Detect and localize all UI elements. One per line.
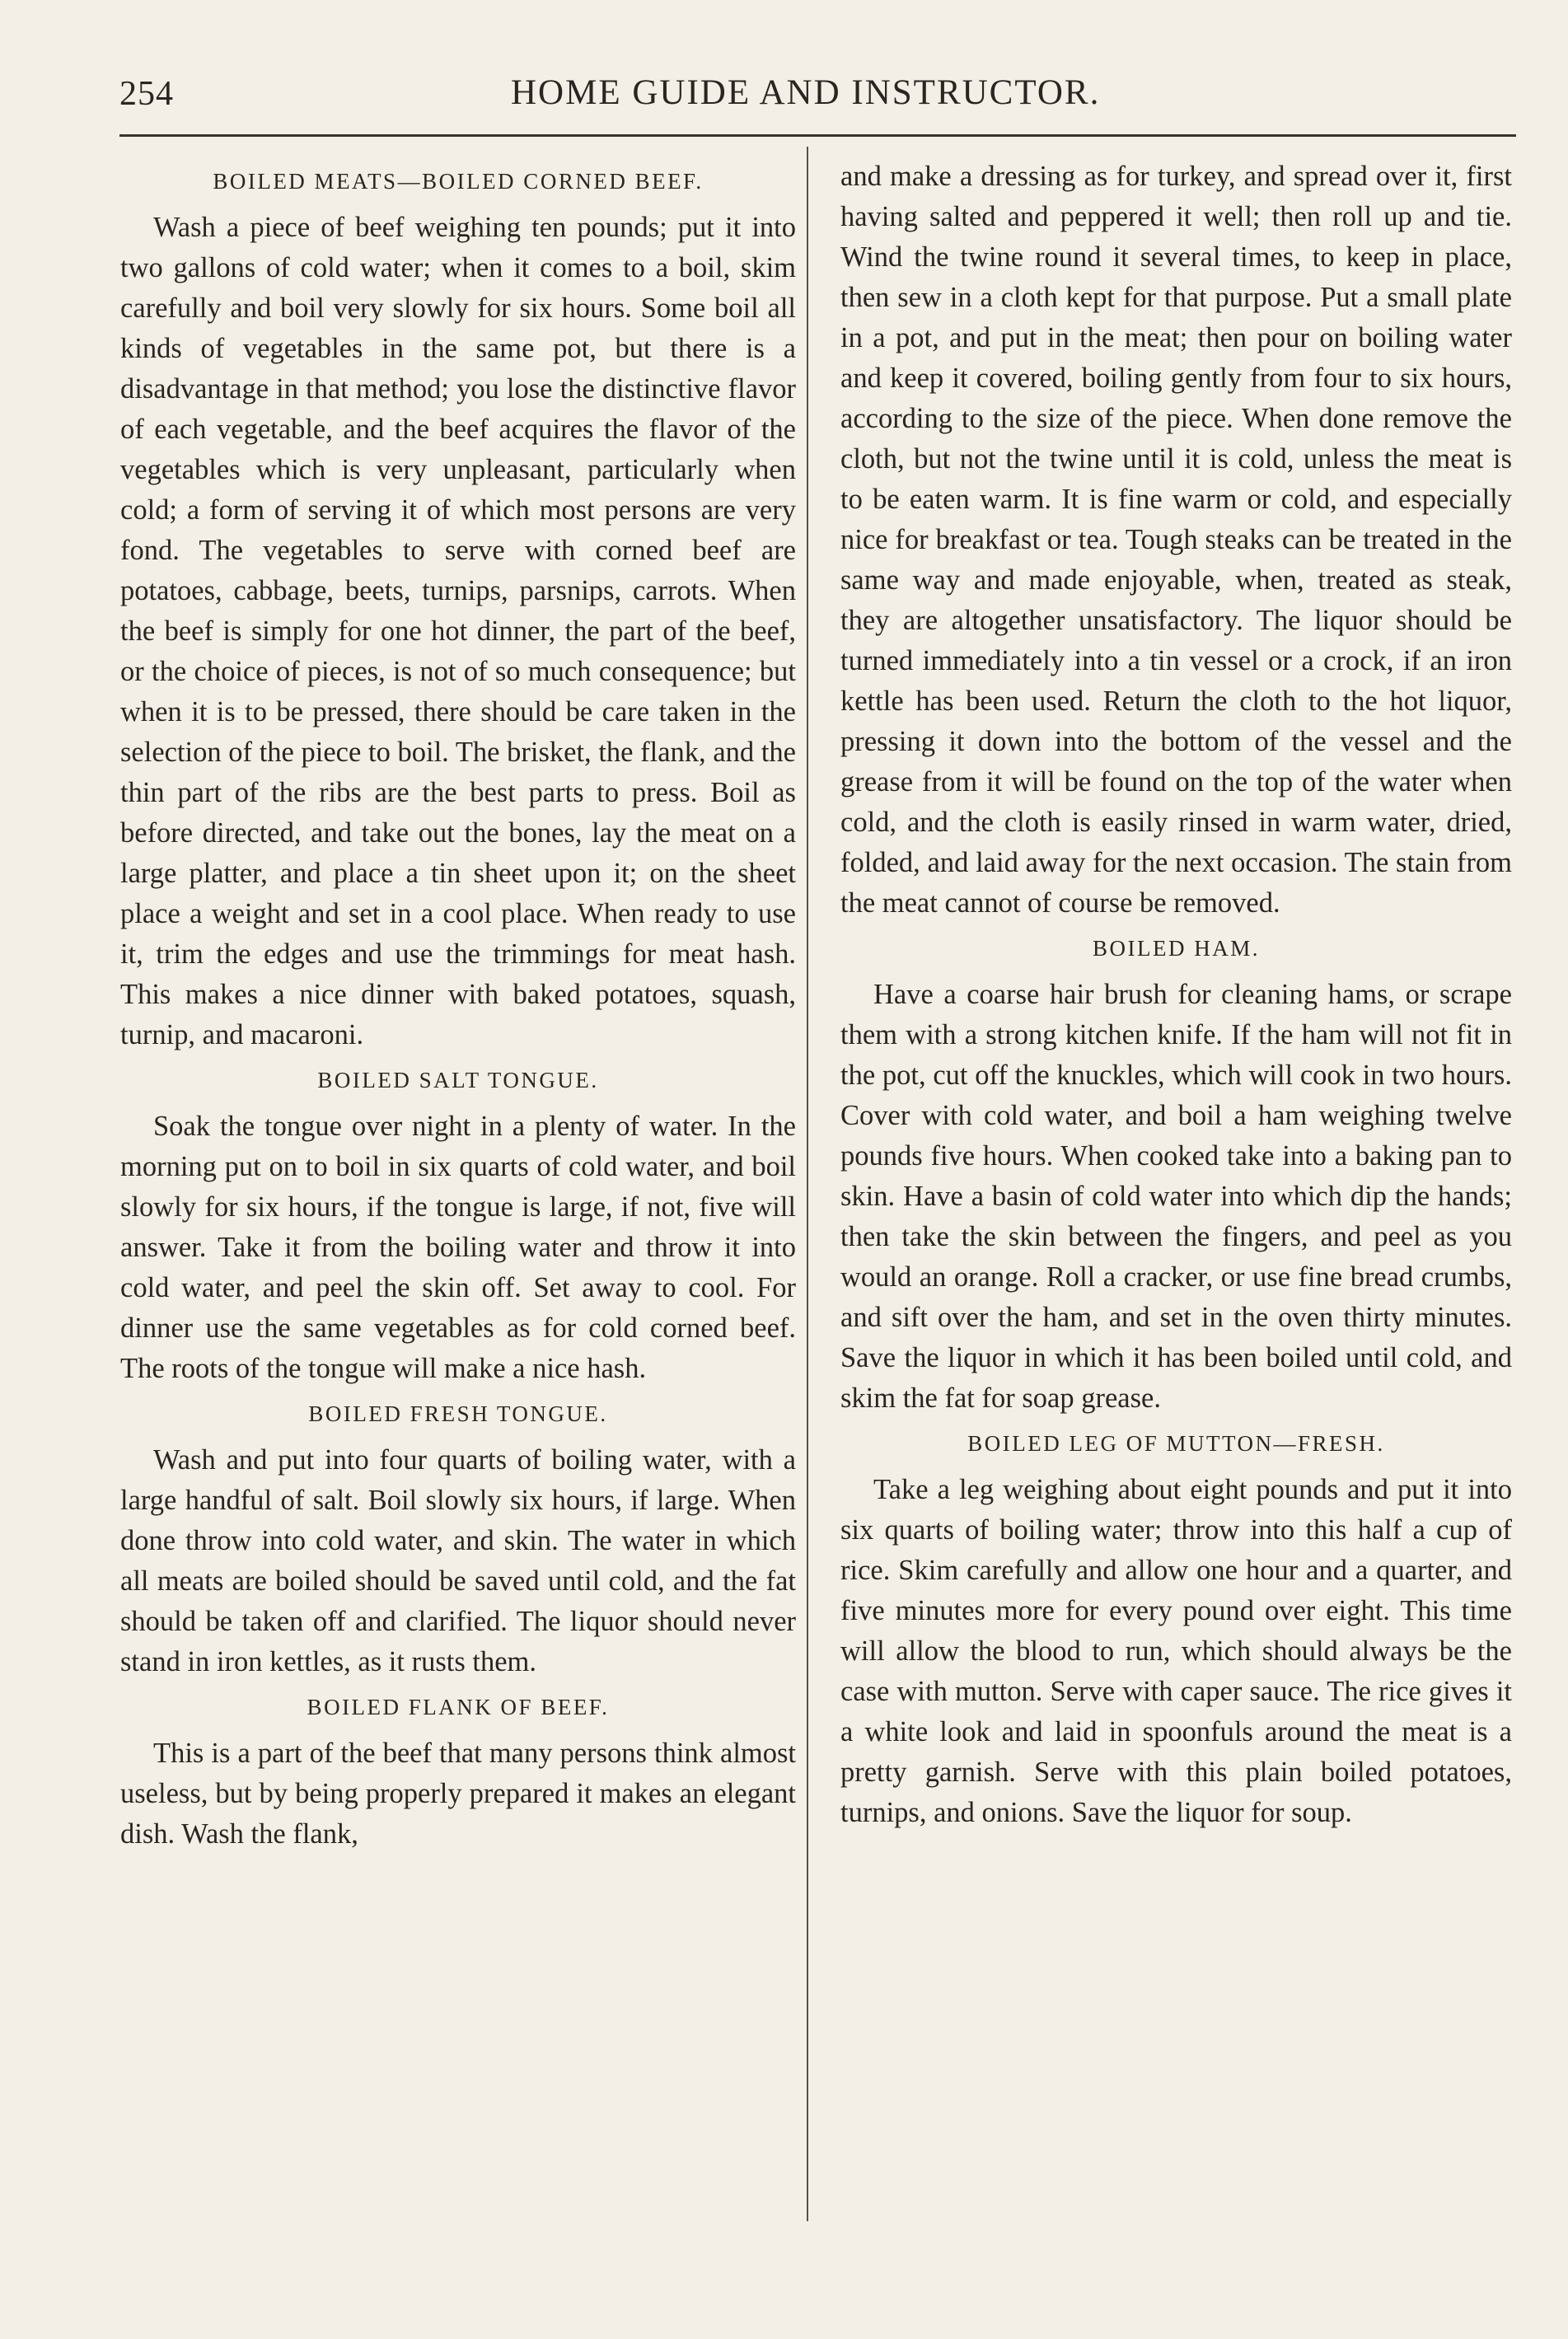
header-rule xyxy=(119,134,1516,137)
section-text-salt-tongue: Soak the tongue over night in a plenty of water. In the morning put on to boil in six quarts of cold water, and boil slowly for six hours, if the tongue is large, if not, five will answer. Take it from the boiling water and throw it into cold water, and peel the skin off. Set away to cool. For dinner use the same vegetables as for cold corned beef. The roots of the tongue will make a nice hash. xyxy=(120,1111,796,1384)
section-text-corned-beef: Wash a piece of beef weighing ten pounds; put it into two gallons of cold water; when it comes to a boil, skim carefully and boil very slowly for six hours. Some boil all kinds of vegetables in the same pot, but there is a disadvantage in that method; you lose the distinctive flavor of each vegetable, and the beef acquires the flavor of the vegetables which is very unpleasant, particularly when cold; a form of serving it of which most persons are very fond. The vegetables to serve with corned beef are potatoes, cabbage, beets, turnips, parsnips, carrots. When the beef is simply for one hot dinner, the part of the beef, or the choice of pieces, is not of so much consequence; but when it is to be pressed, there should be care taken in the selection of the piece to boil. The brisket, the flank, and the thin part of the ribs are the best parts to press. Boil as before directed, and take out the bones, lay the meat on a large platter, and place a tin sheet upon it; on the sheet place a weight and set in a cool place. When ready to use it, trim the edges and use the trimmings for meat hash. This makes a nice dinner with baked potatoes, squash, turnip, and macaroni. xyxy=(120,212,796,1050)
section-text-fresh-tongue: Wash and put into four quarts of boiling water, with a large handful of salt. Boil slowly six hours, if large. When done throw into cold water, and skin. The water in which all meats are boiled should be saved until cold, and the fat should be taken off and clarified. The liquor should never stand in iron kettles, as it rusts them. xyxy=(120,1444,796,1677)
section-heading-boiled-ham: BOILED HAM. xyxy=(1093,936,1260,961)
section-text-flank-continued: and make a dressing as for turkey, and spread over it, first having salted and peppered it well; then roll up and tie. Wind the twine round it several times, to keep in place, then sew in a cloth kept for that purpose. Put a small plate in a pot, and put in the meat; then pour on boiling water and keep it covered, boiling gently from four to six hours, according to the size of the piece. When done remove the cloth, but not the twine until it is cold, unless the meat is to be eaten warm. It is fine warm or cold, and especially nice for breakfast or tea. Tough steaks can be treated in the same way and made enjoyable, when, treated as steak, they are altogether unsatisfactory. The liquor should be turned immediately into a tin vessel or a crock, if an iron kettle has been used. Return the cloth to the hot liquor, pressing it down into the bottom of the vessel and the grease from it will be found on the top of the water when cold, and the cloth is easily rinsed in warm water, dried, folded, and laid away for the next occasion. The stain from the meat cannot of course be removed. xyxy=(840,161,1512,919)
section-heading-corned-beef: BOILED MEATS—BOILED CORNED BEEF. xyxy=(213,169,704,194)
running-title: HOME GUIDE AND INSTRUCTOR. xyxy=(511,73,1101,112)
section-heading-flank-of-beef: BOILED FLANK OF BEEF. xyxy=(307,1695,610,1719)
section-text-leg-of-mutton: Take a leg weighing about eight pounds and put it into six quarts of boiling water; throw into this half a cup of rice. Skim carefully and allow one hour and a quarter, and five minutes more for every pound over eight. This time will allow the blood to run, which should always be the case with mutton. Serve with caper sauce. The rice gives it a white look and laid in spoonfuls around the meat is a pretty garnish. Serve with this plain boiled potatoes, turnips, and onions. Save the liquor for soup. xyxy=(840,1474,1512,1828)
section-text-flank-of-beef: This is a part of the beef that many persons think almost useless, but by being properly prepared it makes an elegant dish. Wash the flank, xyxy=(120,1738,796,1850)
section-text-boiled-ham: Have a coarse hair brush for cleaning hams, or scrape them with a strong kitchen knife. If the ham will not fit in the pot, cut off the knuckles, which will cook in two hours. Cover with cold water, and boil a ham weighing twelve pounds five hours. When cooked take into a baking pan to skin. Have a basin of cold water into which dip the hands; then take the skin between the fingers, and peel as you would an orange. Roll a cracker, or use fine bread crumbs, and sift over the ham, and set in the oven thirty minutes. Save the liquor in which it has been boiled until cold, and skim the fat for soap grease. xyxy=(840,979,1512,1414)
right-column xyxy=(840,157,1512,1833)
left-column xyxy=(120,157,796,1855)
column-divider xyxy=(807,147,808,2221)
section-heading-leg-of-mutton: BOILED LEG OF MUTTON—FRESH. xyxy=(967,1431,1385,1456)
section-heading-fresh-tongue: BOILED FRESH TONGUE. xyxy=(308,1401,608,1426)
section-heading-salt-tongue: BOILED SALT TONGUE. xyxy=(317,1068,599,1092)
page-number: 254 xyxy=(119,75,174,113)
